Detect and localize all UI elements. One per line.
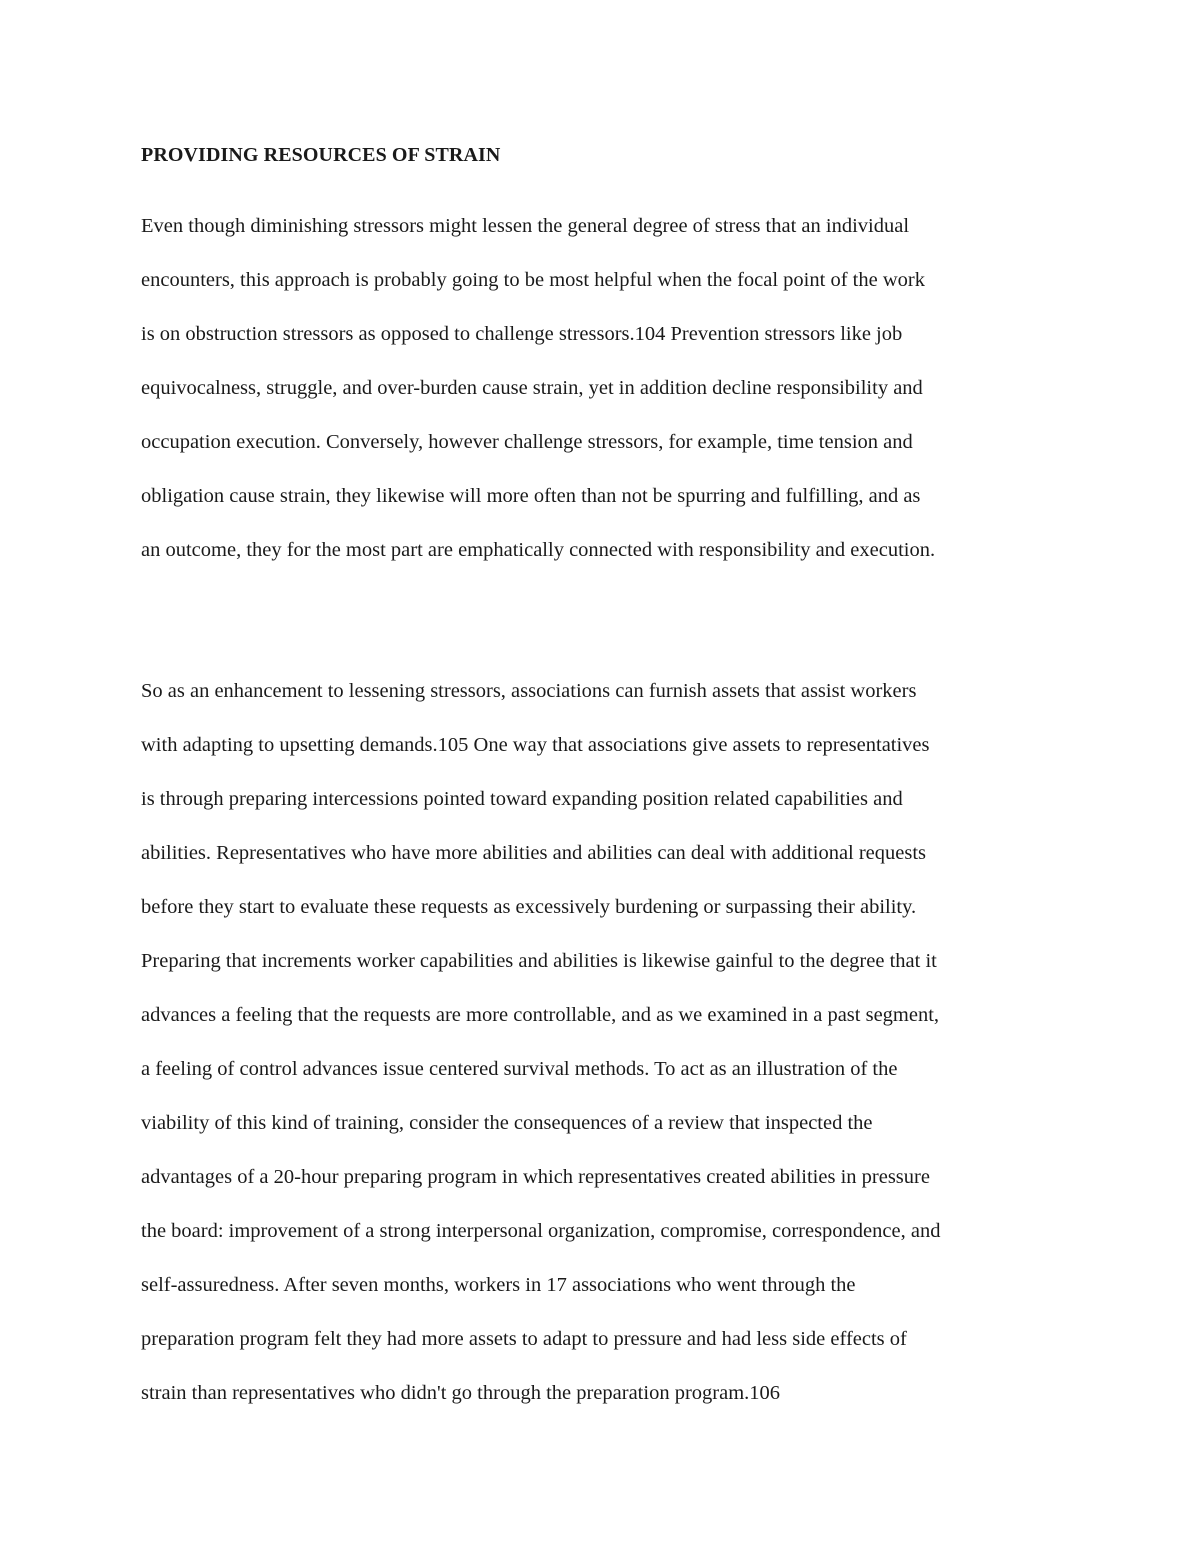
paragraph-line: the board: improvement of a strong interpersonal organization, compromise, correspondence, and [141,1220,941,1242]
paragraph-line: obligation cause strain, they likewise will more often than not be spurring and fulfilling, and as [141,485,921,507]
paragraph-line: occupation execution. Conversely, however challenge stressors, for example, time tension and [141,431,913,453]
paragraph-line: is through preparing intercessions pointed toward expanding position related capabilities and [141,788,903,810]
paragraph-line: preparation program felt they had more assets to adapt to pressure and had less side effects of [141,1328,907,1350]
paragraph-line: strain than representatives who didn't go through the preparation program.106 [141,1382,781,1404]
paragraph-line: abilities. Representatives who have more abilities and abilities can deal with additional requests [141,842,927,864]
paragraph-line: Preparing that increments worker capabilities and abilities is likewise gainful to the degree that it [141,950,937,972]
paragraph-line: So as an enhancement to lessening stressors, associations can furnish assets that assist workers [141,680,917,702]
paragraph-line: viability of this kind of training, consider the consequences of a review that inspected the [141,1112,873,1134]
paragraph-line: before they start to evaluate these requests as excessively burdening or surpassing their ability. [141,896,917,918]
paragraph-line: a feeling of control advances issue centered survival methods. To act as an illustration of the [141,1058,898,1080]
paragraph-line: an outcome, they for the most part are emphatically connected with responsibility and execution. [141,539,936,561]
document-heading: PROVIDING RESOURCES OF STRAIN [141,144,501,166]
paragraph-line: with adapting to upsetting demands.105 One way that associations give assets to representatives [141,734,930,756]
paragraph-line: encounters, this approach is probably going to be most helpful when the focal point of the work [141,269,925,291]
paragraph-line: self-assuredness. After seven months, workers in 17 associations who went through the [141,1274,856,1296]
paragraph-line: Even though diminishing stressors might lessen the general degree of stress that an individual [141,215,910,237]
paragraph-line: is on obstruction stressors as opposed to challenge stressors.104 Prevention stressors like job [141,323,903,345]
paragraph-line: advances a feeling that the requests are more controllable, and as we examined in a past segment, [141,1004,940,1026]
paragraph-line: equivocalness, struggle, and over-burden cause strain, yet in addition decline responsibility and [141,377,923,399]
paragraph-line: advantages of a 20-hour preparing program in which representatives created abilities in pressure [141,1166,930,1188]
